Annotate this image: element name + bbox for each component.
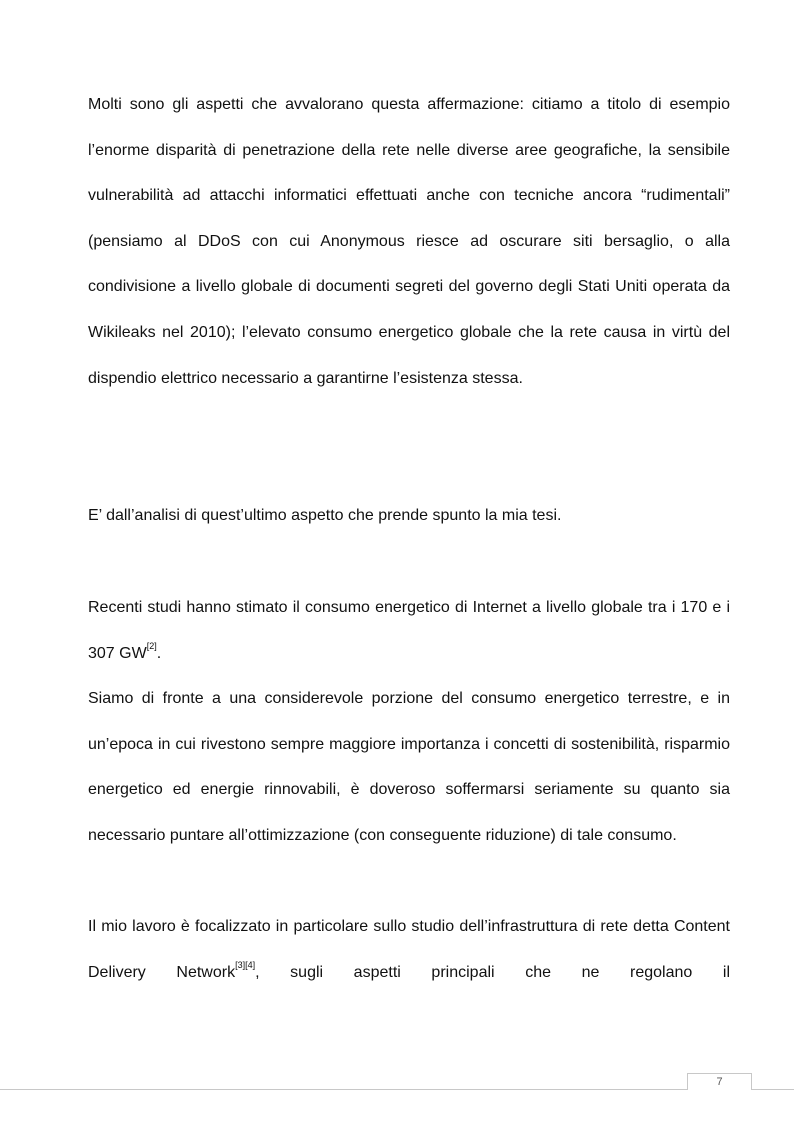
citation-2: [2] bbox=[146, 641, 157, 652]
work-text-before: Il mio lavoro è focalizzato in particolare sullo studio dell’infrastruttura di rete detta Content Delivery Network bbox=[88, 918, 730, 981]
page-number: 7 bbox=[716, 1076, 723, 1088]
paragraph-thesis-text: E’ dall’analisi di quest’ultimo aspetto che prende spunto la mia tesi. bbox=[88, 507, 562, 524]
page-number-box bbox=[687, 1073, 752, 1090]
paragraph-work-text bbox=[88, 904, 730, 995]
footer-rule-right bbox=[751, 1089, 794, 1090]
paragraph-studies bbox=[88, 585, 730, 676]
paragraph-consumption bbox=[88, 676, 730, 858]
paragraph-aspects-text: Molti sono gli aspetti che avvalorano questa affermazione: citiamo a titolo di esempio l’enorme disparità di penetrazione della rete nelle diverse aree geografiche, la sensibile vulnerabilità ad attacchi informatici effettuati anche con tecniche ancora “rudimentali” (pensiamo al DDoS con cui Anonymous riesce ad oscurare siti bersaglio, o alla condivisione a livello globale di documenti segreti del governo degli Stati Uniti operata da Wikileaks nel 2010); l’elevato consumo energetico globale che la rete causa in virtù del dispendio elettrico necessario a garantirne l’esistenza stessa. bbox=[88, 96, 730, 387]
paragraph-aspects bbox=[88, 82, 730, 401]
footer-rule-left bbox=[0, 1089, 687, 1090]
paragraph-consumption-text: Siamo di fronte a una considerevole porzione del consumo energetico terrestre, e in un’epoca in cui rivestono sempre maggiore importanza i concetti di sostenibilità, risparmio energetico ed energie rinnovabili, è doveroso soffermarsi seriamente su quanto sia necessario puntare all’ottimizzazione (con conseguente riduzione) di tale consumo. bbox=[88, 690, 730, 844]
work-text-after: , sugli aspetti principali che ne regolano il bbox=[255, 963, 730, 981]
studies-period: . bbox=[156, 644, 162, 662]
citation-3-4: [3][4] bbox=[235, 960, 256, 971]
paragraph-work bbox=[88, 904, 730, 995]
paragraph-thesis bbox=[88, 493, 730, 539]
studies-text: Recenti studi hanno stimato il consumo energetico di Internet a livello globale tra i 170 e i 307 GW bbox=[88, 599, 730, 662]
paragraph-studies-text bbox=[88, 585, 730, 676]
